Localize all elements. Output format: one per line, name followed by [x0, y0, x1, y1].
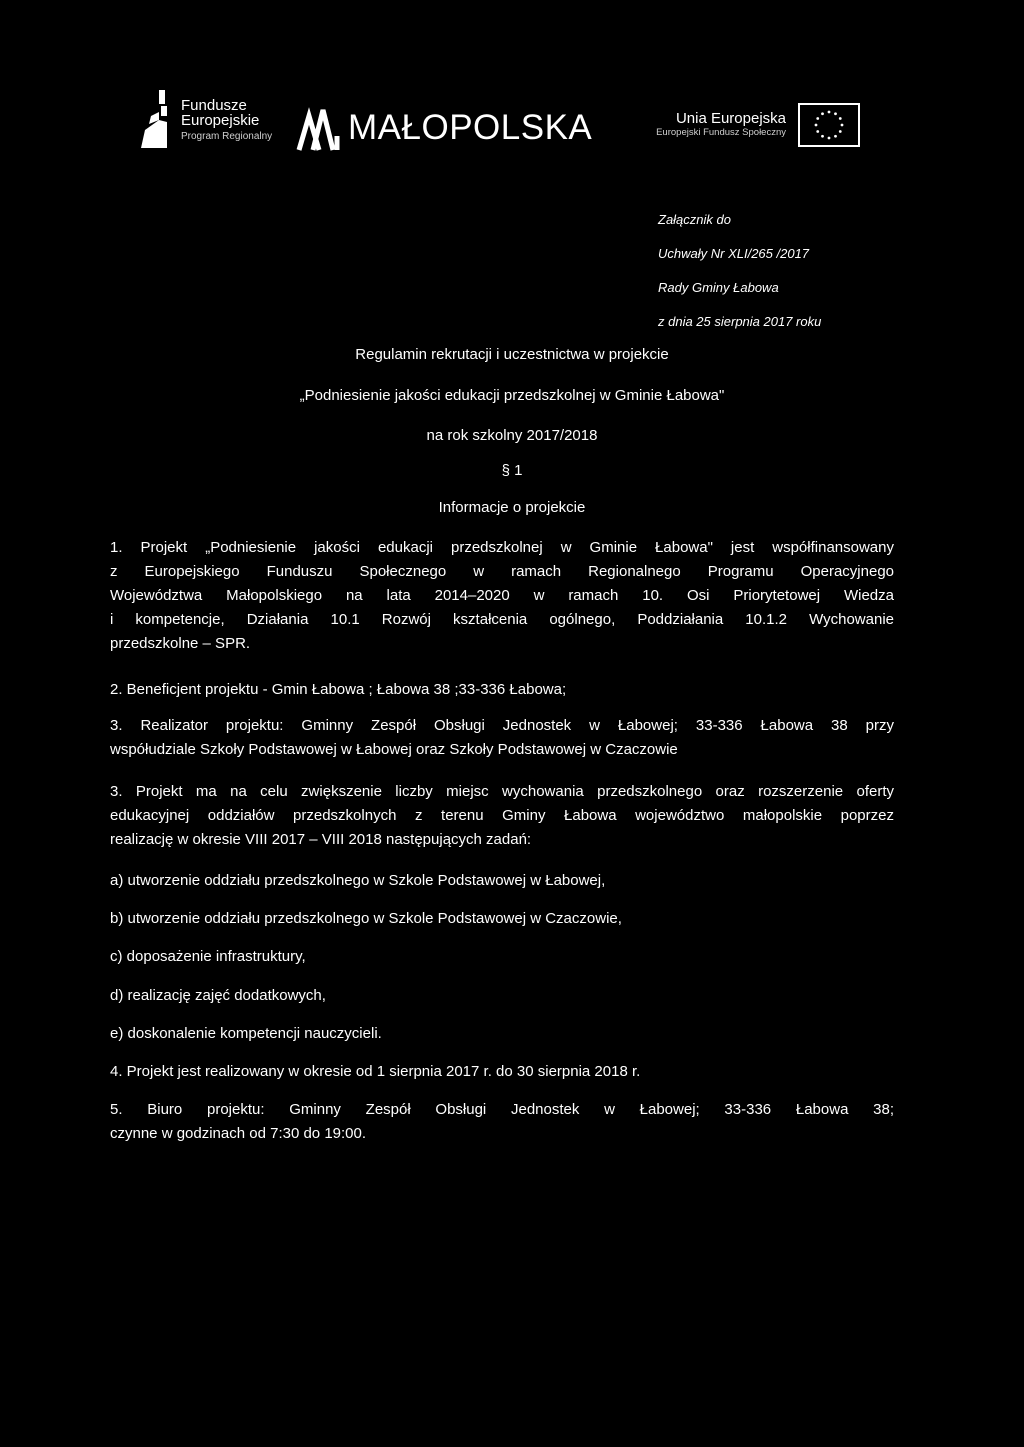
title-line-1: Regulamin rekrutacji i uczestnictwa w projekcie — [355, 346, 669, 363]
p1-line-4: i kompetencje, Działania 10.1 Rozwój kształcenia ogólnego, Poddziałania 10.1.2 Wychowanie — [110, 611, 894, 628]
ue-line-2: Europejski Fundusz Społeczny — [656, 127, 786, 138]
title-line-2: „Podniesienie jakości edukacji przedszkolnej w Gminie Łabowa" — [299, 387, 725, 404]
eu-star — [816, 130, 819, 133]
fundusze-europejskie-text — [181, 98, 272, 143]
paragraph-6 — [110, 1098, 894, 1146]
p1-line-5: przedszkolne – SPR. — [110, 635, 251, 652]
task-e — [110, 1022, 894, 1046]
section-title: Informacje o projekcie — [438, 499, 586, 516]
p4-line-1: 3. Projekt ma na celu zwiększenie liczby miejsc wychowania przedszkolnego oraz rozszerzenie oferty — [110, 783, 894, 800]
malopolska-logo-icon — [295, 106, 343, 152]
p1-line-2: z Europejskiego Funduszu Społecznego w ramach Regionalnego Programu Operacyjnego — [110, 563, 894, 580]
eu-star — [828, 137, 831, 140]
ue-line-1: Unia Europejska — [675, 110, 786, 127]
ue-text — [640, 110, 786, 139]
p6-line-1: 5. Biuro projektu: Gminny Zespół Obsługi Jednostek w Łabowej; 33-336 Łabowa 38; — [110, 1101, 894, 1118]
eu-star — [839, 117, 842, 120]
paragraph-3 — [110, 714, 894, 762]
p3-line-2: współudziale Szkoły Podstawowej w Łabowej oraz Szkoły Podstawowej w Czaczowie — [110, 741, 678, 758]
paragraph-4 — [110, 780, 894, 852]
fe-line-3: Program Regionalny — [181, 131, 273, 142]
task-e-text: e) doskonalenie kompetencji nauczycieli. — [110, 1025, 382, 1042]
eu-star — [821, 112, 824, 115]
malopolska-text: MAŁOPOLSKA — [348, 108, 593, 147]
eu-star — [821, 135, 824, 138]
eu-star — [834, 135, 837, 138]
paragraph-1 — [110, 536, 894, 656]
task-b-text: b) utworzenie oddziału przedszkolnego w Szkole Podstawowej w Czaczowie, — [110, 910, 622, 927]
task-d — [110, 984, 894, 1008]
p4-line-3: realizację w okresie VIII 2017 – VIII 2018 następujących zadań: — [110, 831, 532, 848]
eu-star — [841, 124, 844, 127]
annex-line-1: Załącznik do — [658, 212, 731, 227]
eu-star — [839, 130, 842, 133]
p1-line-1: 1. Projekt „Podniesienie jakości edukacji przedszkolnej w Gminie Łabowa" jest współfinansowany — [110, 539, 894, 556]
p2-line: 2. Beneficjent projektu - Gmin Łabowa ; Łabowa 38 ;33-336 Łabowa; — [110, 681, 567, 698]
fe-line-2: Europejskie — [181, 112, 260, 129]
task-b — [110, 907, 894, 931]
eu-star — [815, 124, 818, 127]
eu-star — [834, 112, 837, 115]
eu-star — [816, 117, 819, 120]
title-line-3: na rok szkolny 2017/2018 — [426, 427, 598, 444]
eu-star — [828, 111, 831, 114]
eu-flag-icon — [798, 103, 860, 147]
task-a-text: a) utworzenie oddziału przedszkolnego w Szkole Podstawowej w Łabowej, — [110, 872, 606, 889]
logo-bar — [0, 86, 1024, 156]
task-a — [110, 869, 894, 893]
task-c — [110, 945, 894, 969]
p5-line: 4. Projekt jest realizowany w okresie od 1 sierpnia 2017 r. do 30 sierpnia 2018 r. — [110, 1063, 641, 1080]
annex-line-4: z dnia 25 sierpnia 2017 roku — [658, 314, 822, 329]
paragraph-2 — [110, 678, 894, 702]
paragraph-5 — [110, 1060, 894, 1084]
section-number: § 1 — [501, 462, 523, 479]
annex-line-2: Uchwały Nr XLI/265 /2017 — [658, 246, 810, 261]
p4-line-2: edukacyjnej oddziałów przedszkolnych z terenu Gminy Łabowa województwo małopolskie poprzez — [110, 807, 894, 824]
p3-line-1: 3. Realizator projektu: Gminny Zespół Obsługi Jednostek w Łabowej; 33-336 Łabowa 38 przy — [110, 717, 894, 734]
p1-line-3: Województwa Małopolskiego na lata 2014–2020 w ramach 10. Osi Priorytetowej Wiedza — [110, 587, 894, 604]
task-c-text: c) doposażenie infrastruktury, — [110, 948, 306, 965]
fe-line-1: Fundusze — [181, 97, 247, 114]
p6-line-2: czynne w godzinach od 7:30 do 19:00. — [110, 1125, 367, 1142]
annex-line-3: Rady Gminy Łabowa — [658, 280, 779, 295]
task-d-text: d) realizację zajęć dodatkowych, — [110, 987, 326, 1004]
fundusze-europejskie-logo-icon — [137, 90, 171, 148]
